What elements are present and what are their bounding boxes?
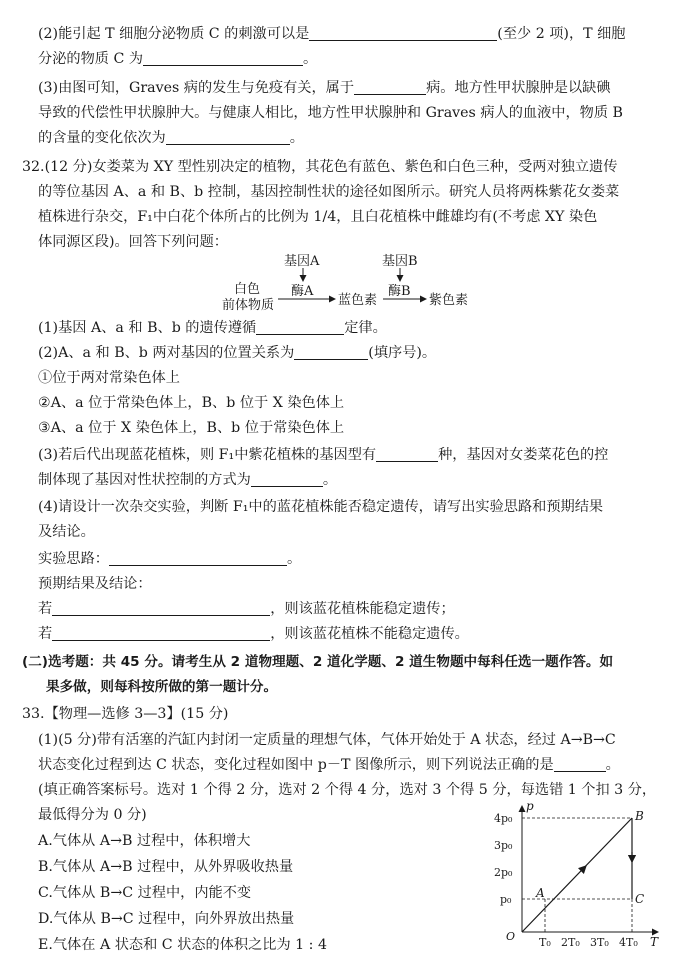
if-label: 若 — [38, 626, 53, 642]
q32-if1-line — [38, 597, 654, 622]
q32-sub4-line2: 及结论。 — [38, 524, 95, 540]
idea-label: 实验思路： — [38, 551, 109, 567]
q32-intro-line2: 的等位基因 A、a 和 B、b 控制，基因控制性状的途径如图所示。研究人员将两株紫花女娄菜 — [38, 184, 620, 200]
q32-if2-line — [38, 622, 654, 647]
q32-expect-label: 预期结果及结论： — [38, 576, 152, 592]
section2-heading-line1: (二)选考题：共 45 分。请考生从 2 道物理题、2 道化学题、2 道生物题中每科任选一题作答。如 — [22, 654, 614, 670]
punct: 。 — [289, 130, 304, 146]
q32-sub3-text-c: 制体现了基因对性状控制的方式为 — [38, 472, 251, 488]
q33-option-b: B.气体从 A→B 过程中，从外界吸收热量 — [38, 859, 294, 875]
tick-2p0: 2p₀ — [494, 866, 513, 879]
q31-part3-text-d: 的含量的变化依次为 — [38, 130, 166, 146]
enzyme-a-label: 酶A — [291, 284, 314, 299]
q32-intro-line1: 32.(12 分)女娄菜为 XY 型性别决定的植物，其花色有蓝色、紫色和白色三种，受两对独立遗传 — [22, 159, 618, 175]
p-t-graph — [488, 800, 668, 950]
gene-b-label: 基因B — [382, 254, 418, 269]
q31-part2-text-b: (至少 2 项)，T 细胞 — [497, 26, 626, 42]
q32-sub2-text: (2)A、a 和 B、b 两对基因的位置关系为 — [38, 345, 295, 361]
white-precursor-label-1: 白色 — [234, 282, 261, 297]
q31-part2-text: (2)能引起 T 细胞分泌物质 C 的刺激可以是 — [38, 26, 310, 42]
blue-pigment-label: 蓝色素 — [338, 293, 378, 308]
punct: 。 — [286, 551, 302, 567]
answer-blank[interactable] — [166, 128, 290, 145]
answer-blank[interactable] — [251, 470, 323, 487]
q32-sub2-text-b: (填序号)。 — [368, 345, 437, 361]
answer-blank[interactable] — [143, 49, 303, 66]
q31-part3-text-b: 病。地方性甲状腺肿是以缺碘 — [426, 80, 611, 96]
q31-part3-line3 — [38, 126, 654, 151]
q32-sub1-text: (1)基因 A、a 和 B、b 的遗传遵循 — [38, 320, 257, 336]
point-a-label: A — [536, 886, 545, 900]
q32-option-3: ③A、a 位于 X 染色体上，B、b 位于常染色体上 — [38, 420, 345, 436]
q33-line2 — [38, 753, 654, 778]
q31-part3-line1 — [38, 76, 654, 101]
q31-part3-line2: 导致的代偿性甲状腺肿大。与健康人相比，地方性甲状腺肿和 Graves 病人的血液中，物质 B — [38, 105, 623, 121]
process-line-through-origin — [522, 818, 632, 932]
q32-sub3-text: (3)若后代出现蓝花植株，则 F₁中紫花植株的基因型有 — [38, 447, 377, 463]
point-b-label: B — [635, 809, 644, 823]
tick-p0: p₀ — [500, 893, 512, 906]
tick-3t0: 3T₀ — [590, 936, 609, 949]
q32-option-1: ①位于两对常染色体上 — [38, 370, 180, 386]
origin-label: O — [506, 930, 516, 943]
q33-line4: 最低得分为 0 分) — [38, 807, 147, 823]
axis-label-p: p — [526, 800, 534, 813]
answer-blank[interactable] — [52, 599, 270, 616]
tick-2t0: 2T₀ — [561, 936, 580, 949]
q33-line3: (填正确答案标号。选对 1 个得 2 分，选对 2 个得 4 分，选对 3 个得 5 分，每选错 1 个扣 3 分， — [38, 782, 657, 798]
q33-line1: (1)(5 分)带有活塞的汽缸内封闭一定质量的理想气体，气体开始处于 A 状态，经过 A→B→C — [38, 732, 616, 748]
answer-blank[interactable] — [109, 549, 287, 566]
q32-sub3-line2 — [38, 468, 654, 493]
axis-label-t: T — [650, 935, 659, 949]
gene-a-label: 基因A — [284, 254, 320, 269]
q32-sub2 — [38, 341, 654, 366]
white-precursor-label-2: 前体物质 — [222, 298, 275, 313]
if2-conclusion: ，则该蓝花植株不能稳定遗传。 — [270, 626, 469, 642]
answer-blank[interactable] — [554, 755, 606, 772]
q32-sub4-line1: (4)请设计一次杂交实验，判断 F₁中的蓝花植株能否稳定遗传，请写出实验思路和预期结果 — [38, 499, 604, 515]
q31-part2-line2 — [38, 47, 654, 72]
tick-4p0: 4p₀ — [494, 812, 513, 825]
answer-blank[interactable] — [294, 343, 368, 360]
point-c-label: C — [635, 892, 645, 906]
gene-pathway-diagram — [218, 250, 488, 314]
q31-part2-line1 — [38, 22, 654, 47]
answer-blank[interactable] — [256, 318, 344, 335]
tick-3p0: 3p₀ — [494, 839, 513, 852]
process-a-to-b-arrow — [584, 866, 586, 868]
q31-part3-text: (3)由图可知，Graves 病的发生与免疫有关，属于 — [38, 80, 355, 96]
q33-line2-text: 状态变化过程到达 C 状态，变化过程如图中 p－T 图像所示，则下列说法正确的是 — [38, 757, 554, 773]
q33-option-a: A.气体从 A→B 过程中，体积增大 — [38, 833, 251, 849]
q31-part2-text-c: 分泌的物质 C 为 — [38, 51, 144, 67]
punct: 。 — [303, 51, 318, 67]
q32-sub3-text-b: 种，基因对女娄菜花色的控 — [438, 447, 609, 463]
q32-option-2: ②A、a 位于常染色体上，B、b 位于 X 染色体上 — [38, 395, 345, 411]
answer-blank[interactable] — [376, 445, 438, 462]
q32-idea-line — [38, 547, 654, 572]
if1-conclusion: ，则该蓝花植株能稳定遗传； — [270, 601, 455, 617]
answer-blank[interactable] — [52, 624, 270, 641]
q32-sub1-text-b: 定律。 — [344, 320, 387, 336]
section2-heading-line2: 果多做，则每科按所做的第一题计分。 — [46, 679, 278, 695]
enzyme-b-label: 酶B — [388, 284, 411, 299]
answer-blank[interactable] — [354, 78, 426, 95]
purple-pigment-label: 紫色素 — [429, 293, 469, 308]
tick-t0: T₀ — [539, 936, 551, 949]
q33-option-e: E.气体在 A 状态和 C 状态的体积之比为 1 : 4 — [38, 937, 327, 953]
q32-intro-line3: 植株进行杂交，F₁中白花个体所占的比例为 1/4，且白花植株中雌雄均有(不考虑 XY 染色 — [38, 209, 598, 225]
punct: 。 — [605, 757, 620, 773]
q33-option-c: C.气体从 B→C 过程中，内能不变 — [38, 885, 252, 901]
tick-4t0: 4T₀ — [619, 936, 638, 949]
q32-intro-line4: 体同源区段)。回答下列问题： — [38, 234, 228, 250]
if-label: 若 — [38, 601, 53, 617]
q32-sub1 — [38, 316, 654, 341]
q32-sub3-line1 — [38, 443, 654, 468]
q33-heading: 33.【物理—选修 3—3】(15 分) — [22, 706, 229, 722]
answer-blank[interactable] — [309, 24, 497, 41]
q33-option-d: D.气体从 B→C 过程中，向外界放出热量 — [38, 911, 295, 927]
punct: 。 — [322, 472, 338, 488]
